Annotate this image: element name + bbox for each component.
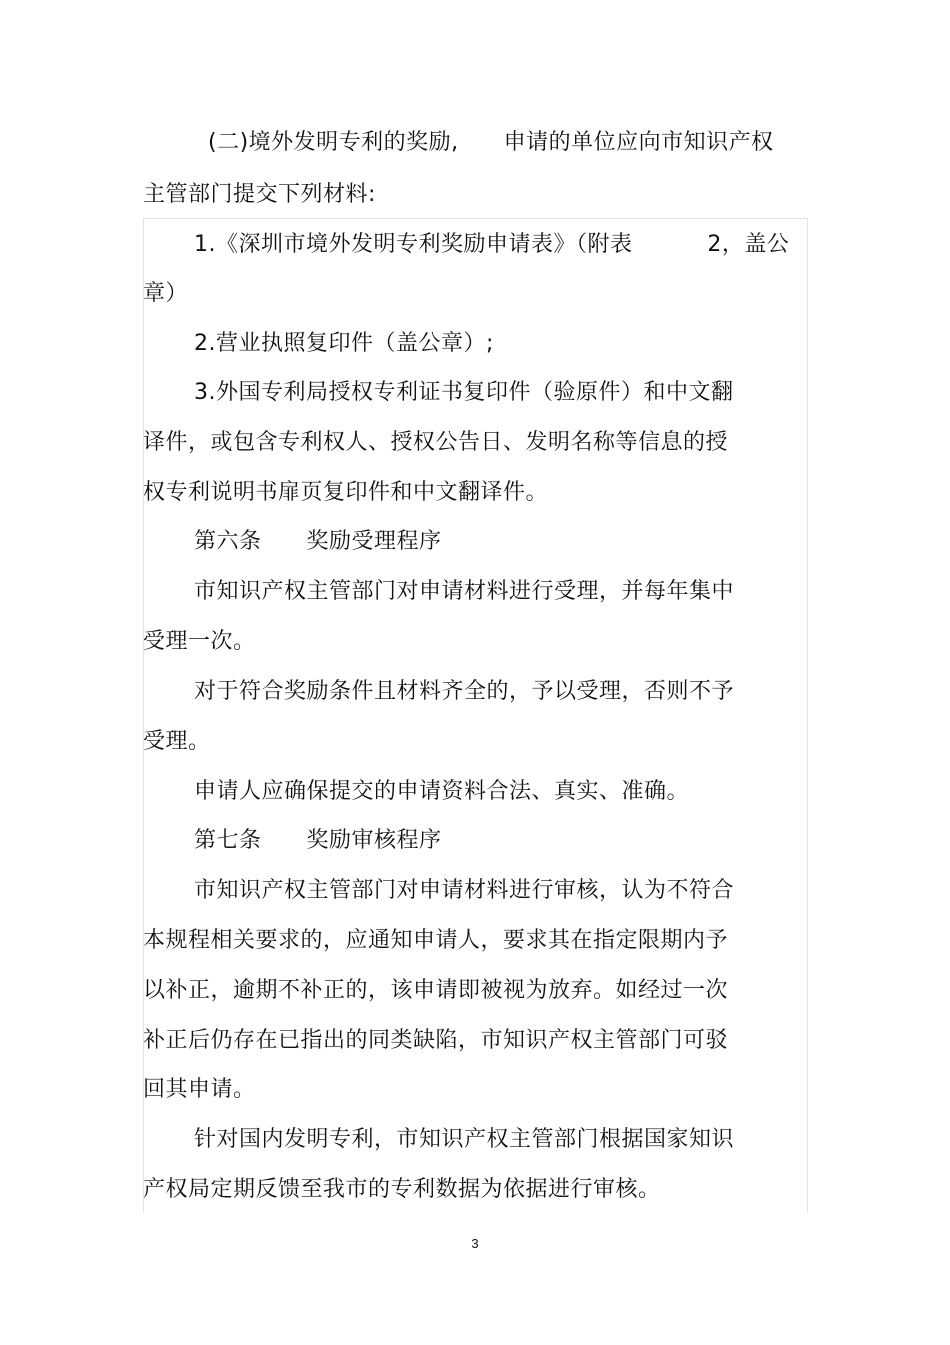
body-line: 受理。 [143, 729, 211, 754]
section-heading-line-1: (二)境外发明专利的奖励, 申请的单位应向市知识产权 [208, 130, 774, 155]
body-line: 申请人应确保提交的申请资料合法、真实、准确。 [194, 779, 690, 804]
section-heading-line-2: 主管部门提交下列材料: [143, 182, 376, 207]
body-line: 补正后仍存在已指出的同类缺陷，市知识产权主管部门可驳 [143, 1028, 729, 1053]
body-line: 市知识产权主管部门对申请材料进行审核，认为不符合 [194, 878, 735, 903]
body-line: 3.外国专利局授权专利证书复印件（验原件）和中文翻 [194, 380, 734, 405]
body-line: 市知识产权主管部门对申请材料进行受理，并每年集中 [194, 579, 735, 604]
body-line: 权专利说明书扉页复印件和中文翻译件。 [143, 480, 549, 505]
article-heading-6: 第六条 奖励受理程序 [194, 529, 442, 554]
body-line: 1.《深圳市境外发明专利奖励申请表》（附表 2，盖公 [194, 232, 790, 257]
body-line: 以补正，逾期不补正的，该申请即被视为放弃。如经过一次 [143, 978, 729, 1003]
body-line: 本规程相关要求的，应通知申请人，要求其在指定限期内予 [143, 928, 729, 953]
body-line: 受理一次。 [143, 629, 256, 654]
body-line: 章） [143, 281, 189, 306]
body-line: 回其申请。 [143, 1077, 256, 1102]
body-line: 针对国内发明专利，市知识产权主管部门根据国家知识 [194, 1127, 735, 1152]
body-line: 对于符合奖励条件且材料齐全的，予以受理，否则不予 [194, 679, 735, 704]
article-heading-7: 第七条 奖励审核程序 [194, 828, 442, 853]
text-frame [143, 218, 808, 1213]
page-number: 3 [471, 1236, 479, 1251]
body-line: 2.营业执照复印件（盖公章）; [194, 331, 494, 356]
body-line: 产权局定期反馈至我市的专利数据为依据进行审核。 [143, 1177, 661, 1202]
body-line: 译件，或包含专利权人、授权公告日、发明名称等信息的授 [143, 430, 729, 455]
